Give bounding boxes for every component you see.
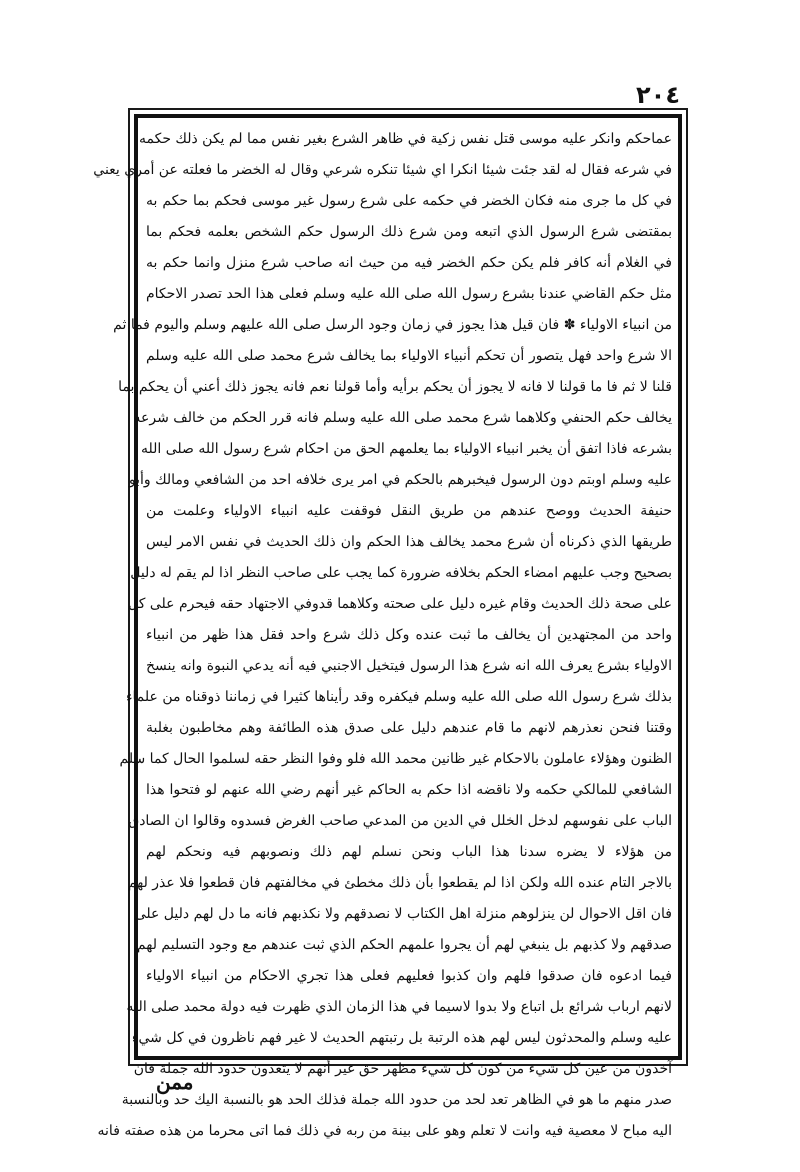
text-line-12: عليه وسلم اوبتم دون الرسول فيخبرهم بالحكم في امر يرى خلافه احد من الشافعي ومالك وأبو bbox=[128, 472, 672, 488]
text-line-21: الظنون وهؤلاء عاملون بالاحكام غير ظانين محمد الله فلو وفوا النظر حقه لسلموا الحال كما سلم bbox=[119, 751, 672, 767]
text-line-5: في الغلام أنه كافر فلم يكن حكم الخضر فيه من حيث انه صاحب شرع منزل وانما حكم به bbox=[146, 255, 672, 271]
text-line-10: يخالف حكم الحنفي وكلاهما شرع محمد صلى الله عليه وسلم فانه قرر الحكم من خالف شرعه bbox=[133, 410, 672, 426]
text-line-16: على صحة ذلك الحديث وقام غيره دليل على صحته وكلاهما قدوفي الاجتهاد حقه فيحرم على كل bbox=[128, 596, 672, 612]
catchword: ممن bbox=[156, 1070, 194, 1094]
page-number: ٢٠٤ bbox=[636, 81, 680, 109]
text-line-4: بمقتضى شرع الرسول الذي اتبعه ومن شرع ذلك الرسول حكم الشخص بعلمه فحكم بما bbox=[146, 224, 672, 240]
text-line-18: الاولياء بشرع يعرف الله انه شرع هذا الرسول فيتخيل الاجنبي فيه أنه يدعي النبوة وانه ينسخ bbox=[146, 658, 672, 674]
text-line-33: اليه مباح لا معصية فيه وانت لا تعلم وهو على بينة من ربه في ذلك فما اتى محرما من هذه صفته فانه bbox=[97, 1123, 672, 1139]
text-line-32: صدر منهم ما هو في الظاهر تعد لحد من حدود الله جملة فذلك الحد هو بالنسبة اليك حد وبالنسبة bbox=[121, 1092, 672, 1108]
text-line-17: واحد من المجتهدين أن يخالف ما ثبت عنده وكل ذلك شرع واحد فقل هذا ظهر من انبياء bbox=[146, 627, 672, 643]
text-line-7: من انبياء الاولياء ✽ فان قيل هذا يجوز في زمان وجود الرسل صلى الله عليهم وسلم واليوم فما ثم bbox=[113, 317, 672, 333]
text-line-31: آخذون من عين كل شيء من كون كل شيء مظهر حق غير أنهم لا يتعدون حدود الله جملة فان bbox=[133, 1061, 672, 1077]
text-line-20: وقتنا فنحن نعذرهم لانهم ما قام عندهم دليل على صدق هذه الطائفة وهم مخاطبون بغلبة bbox=[146, 720, 672, 736]
text-line-13: حنيفة الحديث ووصح عندهم من طريق النقل فوقفت عليه انبياء الاولياء وعلمت من bbox=[146, 503, 672, 519]
text-line-3: في كل ما جرى منه فكان الخضر في حكمه على شرع رسول غير موسى فحكم بما حكم به bbox=[146, 193, 672, 209]
text-line-29: لانهم ارباب شرائع بل اتباع ولا بدوا لاسيما في هذا الزمان الذي ظهرت فيه دولة محمد صلى الله bbox=[126, 999, 672, 1015]
text-line-2: في شرعه فقال له لقد جئت شيئا انكرا اي شيئا تنكره شرعي وقال له الخضر ما فعلته عن أمري يعني bbox=[93, 162, 672, 178]
text-line-22: الشافعي للمالكي حكمه ولا ناقضه اذا حكم به الحاكم غير أنهم رضي الله عنهم لو فتحوا هذا bbox=[146, 782, 672, 798]
text-line-14: طريقها الذي ذكرناه أن شرع محمد يخالف هذا الحكم وان ذلك الحديث في نفس الامر ليس bbox=[146, 534, 672, 550]
text-line-25: بالاجر التام عنده الله ولكن اذا لم يقطعوا بأن ذلك مخطئ في مخالفتهم فان قطعوا فلا عذر لهم bbox=[127, 875, 672, 891]
text-line-19: بذلك شرع رسول الله صلى الله عليه وسلم فيكفره وقد رأيناها كثيرا في زماننا ذوقناه من علماء bbox=[125, 689, 672, 705]
text-line-11: بشرعه فاذا اتفق أن يخبر انبياء الاولياء بما يعلمهم الحق من احكام شرع رسول الله صلى الله bbox=[140, 441, 672, 457]
text-body bbox=[93, 124, 672, 1139]
text-line-28: فيما ادعوه فان صدقوا فلهم وان كذبوا فعليهم فعلى هذا تجري الاحكام من انبياء الاولياء bbox=[146, 968, 672, 984]
text-line-9: قلنا لا ثم فا ما قولنا لا فانه لا يجوز أن يحكم برأيه وأما قولنا نعم فانه يجوز ذلك أعني أن يحكم بما bbox=[118, 379, 672, 395]
text-line-1: عماحكم وانكر عليه موسى قتل نفس زكية في ظاهر الشرع بغير نفس مما لم يكن ذلك حكمه bbox=[138, 131, 672, 147]
text-line-6: مثل حكم القاضي عندنا بشرع رسول الله صلى الله عليه وسلم فعلى هذا الحد تصدر الاحكام bbox=[146, 286, 672, 302]
text-line-15: بصحيح وجب عليهم امضاء الحكم بخلافه ضرورة كما يجب على صاحب النظر اذا لم يقم له دليل bbox=[130, 565, 672, 581]
text-line-24: من هؤلاء لا يضره سدنا هذا الباب ونحن نسلم لهم ذلك ونصوبهم فيه ونحكم لهم bbox=[146, 844, 672, 860]
text-line-27: صدقهم ولا كذبهم بل ينبغي لهم أن يجروا علمهم الحكم الذي ثبت عندهم مع وجود التسليم لهم bbox=[136, 937, 672, 953]
text-line-8: الا شرع واحد فهل يتصور أن تحكم أنبياء الاولياء بما يخالف شرع محمد صلى الله عليه وسلم bbox=[146, 348, 672, 364]
text-line-30: عليه وسلم والمحدثون ليس لهم هذه الرتبة بل رتبتهم الحديث لا غير فهم ناظرون في كل شيء bbox=[131, 1030, 672, 1046]
text-line-26: فان اقل الاحوال لن ينزلوهم منزلة اهل الكتاب لا نصدقهم ولا نكذبهم فانه ما دل لهم دليل على bbox=[134, 906, 672, 922]
text-line-23: الباب على نفوسهم لدخل الخلل في الدين من المدعي صاحب الغرض فسدوه وقالوا ان الصادق bbox=[128, 813, 672, 829]
